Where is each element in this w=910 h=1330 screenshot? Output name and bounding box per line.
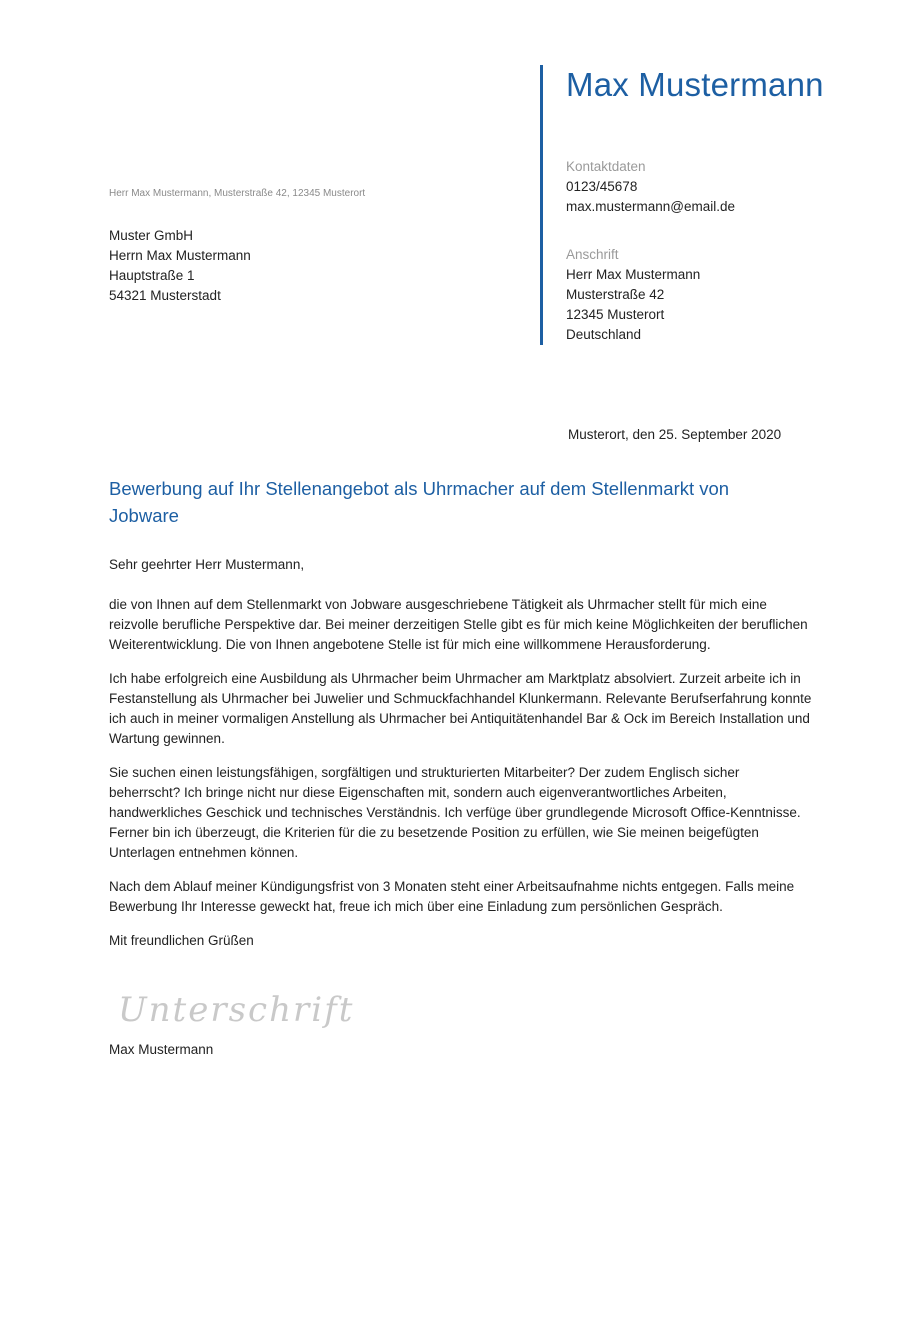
recipient-line: Hauptstraße 1 (109, 268, 195, 283)
address-label: Anschrift (566, 247, 619, 262)
body-paragraph: die von Ihnen auf dem Stellenmarkt von Jobware ausgeschriebene Tätigkeit als Uhrmacher stellt für mich eine reizvolle berufliche Perspektive dar. Bei meiner derzeitigen Stelle gibt es für mich keine Möglichkeiten der beruflichen Weiterentwicklung. Die von Ihnen angebotene Stelle ist für mich eine willkommene Herausforderung. (109, 597, 808, 652)
applicant-name: Max Mustermann (566, 66, 824, 103)
contact-block (566, 157, 735, 217)
address-line: Deutschland (566, 327, 642, 342)
header-accent-bar (540, 65, 543, 345)
recipient-block (109, 226, 251, 306)
email-address: max.mustermann@email.de (566, 199, 736, 214)
closing: Mit freundlichen Grüßen (109, 933, 254, 948)
address-line: Herr Max Mustermann (566, 267, 701, 282)
phone-number: 0123/45678 (566, 179, 638, 194)
letter-body (109, 555, 814, 965)
body-paragraph: Nach dem Ablauf meiner Kündigungsfrist von 3 Monaten steht einer Arbeitsaufnahme nichts entgegen. Falls meine Bewerbung Ihr Interesse geweckt hat, freue ich mich über eine Einladung zum persönlichen Gespräch. (109, 879, 795, 914)
salutation: Sehr geehrter Herr Mustermann, (109, 557, 305, 572)
address-line: Musterstraße 42 (566, 287, 665, 302)
letter-date: Musterort, den 25. September 2020 (568, 427, 782, 442)
recipient-line: Herrn Max Mustermann (109, 248, 251, 263)
contact-label: Kontaktdaten (566, 159, 646, 174)
recipient-line: Muster GmbH (109, 228, 194, 243)
body-paragraph: Ich habe erfolgreich eine Ausbildung als Uhrmacher beim Uhrmacher am Marktplatz absolviert. Zurzeit arbeite ich in Festanstellung als Uhrmacher bei Juwelier und Schmuckfachhandel Klunkermann. Relevante Berufserfahrung konnte ich auch in meiner vormaligen Anstellung als Uhrmacher bei Antiquitätenhandel Bar & Ock im Bereich Installation und Wartung gewinnen. (109, 671, 812, 746)
address-line: 12345 Musterort (566, 307, 665, 322)
signature-placeholder: Unterschrift (118, 990, 355, 1030)
sender-return-line: Herr Max Mustermann, Musterstraße 42, 12345 Musterort (109, 188, 366, 199)
signer-name: Max Mustermann (109, 1042, 214, 1057)
subject-line: Bewerbung auf Ihr Stellenangebot als Uhrmacher auf dem Stellenmarkt von Jobware (109, 478, 730, 526)
address-block (566, 245, 700, 345)
body-paragraph: Sie suchen einen leistungsfähigen, sorgfältigen und strukturierten Mitarbeiter? Der zudem Englisch sicher beherrscht? Ich bringe nicht nur diese Eigenschaften mit, sondern auch eigenverantwortliches Arbeiten, handwerkliches Geschick und technisches Verständnis. Ich verfüge über grundlegende Microsoft Office-Kenntnisse. Ferner bin ich überzeugt, die Kriterien für die zu besetzende Position zu erfüllen, wie Sie meinen beigefügten Unterlagen entnehmen können. (109, 765, 801, 860)
recipient-line: 54321 Musterstadt (109, 288, 221, 303)
